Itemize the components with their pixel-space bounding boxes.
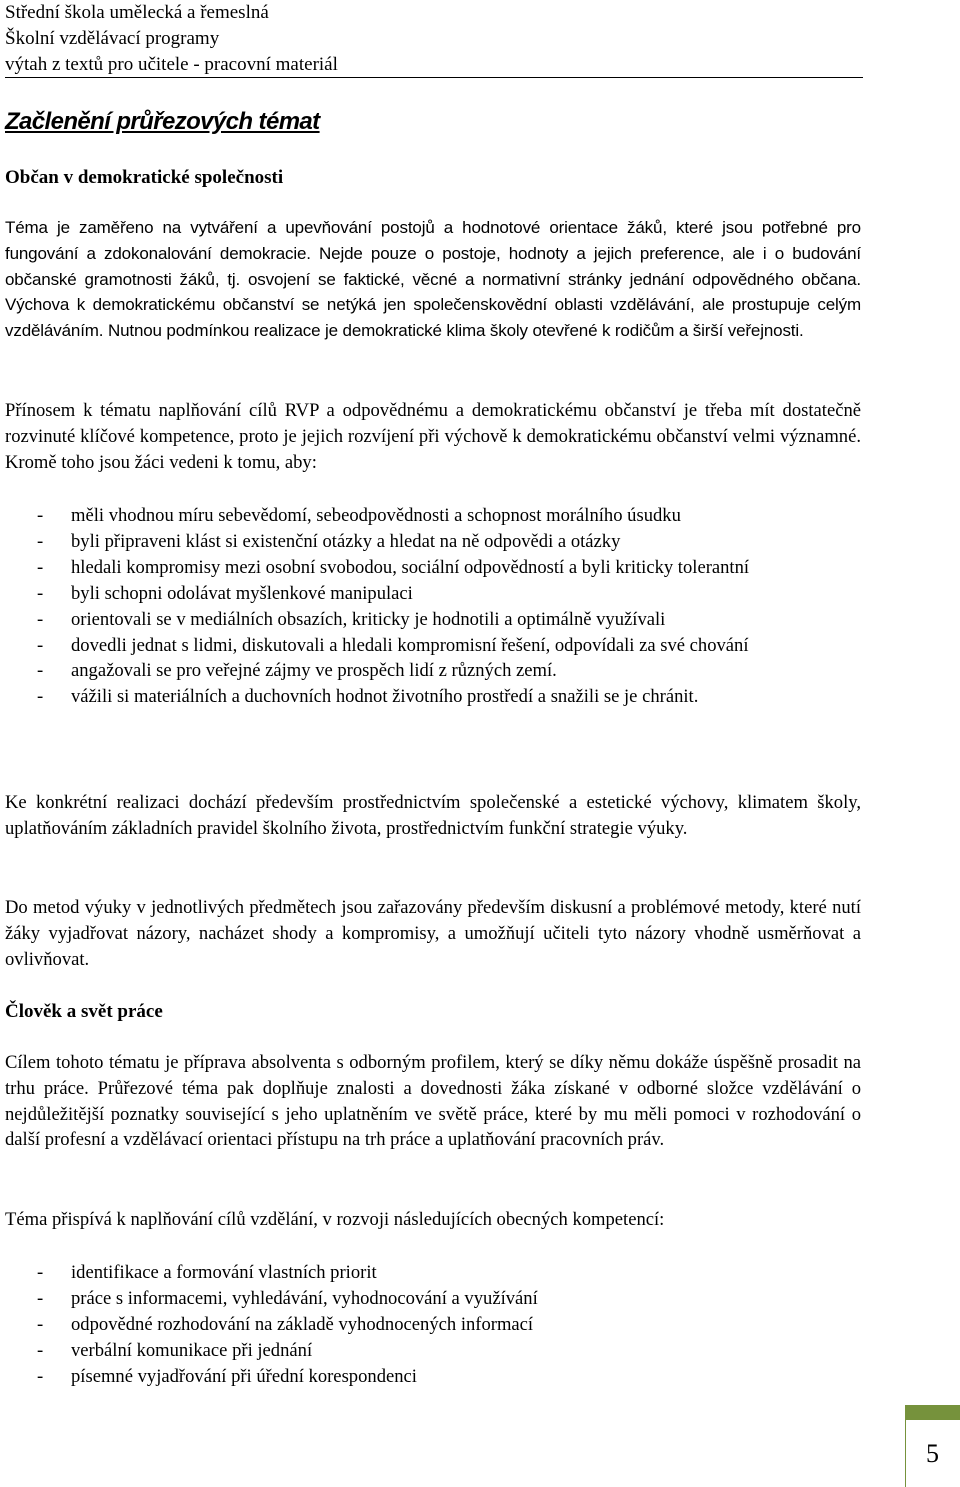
bullet-dash: - xyxy=(37,608,44,630)
list-item: - verbální komunikace při jednání xyxy=(5,1338,861,1364)
header-school-name: Střední škola umělecká a řemeslná xyxy=(5,2,269,23)
bullet-dash: - xyxy=(37,505,44,526)
bullet-dash: - xyxy=(37,1262,44,1283)
paragraph-citizen-realization: Ke konkrétní realizaci dochází především prostřednictvím společenské a estetické výchovy, klimatem školy, uplatňováním základních pravidel školního života, prostřednictvím funkční strategie výuky. xyxy=(5,792,861,839)
citizen-goals-list xyxy=(5,503,861,710)
bullet-dash: - xyxy=(37,530,44,552)
list-item: - byli připraveni klást si existenční otázky a hledat na ně odpovědi a otázky xyxy=(5,529,861,555)
list-item: - vážili si materiálních a duchovních hodnot životního prostředí a snažili se je chránit. xyxy=(5,684,861,710)
list-item: - identifikace a formování vlastních priorit xyxy=(5,1260,861,1286)
bullet-dash: - xyxy=(37,1313,44,1335)
paragraph-work-competences: Téma přispívá k naplňování cílů vzdělání, v rozvoji následujících obecných kompetencí: xyxy=(5,1209,665,1230)
header-subtitle: výtah z textů pro učitele - pracovní materiál xyxy=(5,54,338,75)
paragraph-work-goal: Cílem tohoto tématu je příprava absolventa s odborným profilem, který se díky němu dokáže úspěšně prosadit na trhu práce. Průřezové téma pak doplňuje znalosti a dovednosti žáka získané v odborné složce vzdělávání o nejdůležitější poznatky související s jeho uplatněním ve světě práce, které by mu měli pomoci v rozhodování o další profesní a vzdělávací orientaci přístupu na trh práce a uplatňování pracovních práv. xyxy=(5,1052,861,1151)
list-item: - angažovali se pro veřejné zájmy ve prospěch lidí z různých zemí. xyxy=(5,658,861,684)
paragraph-citizen-intro-a: Téma je zaměřeno na vytváření a upevňování postojů a hodnotové orientace žáků, které jsou potřebné pro fungování a zdokonalování demokracie. Nejde pouze o postoje, hodnoty a jejich preference, ale i o budování občanské gramotnosti žáků, tj. osvojení se faktické, věcné a normativní stránky jednání odpovědného občana. xyxy=(5,218,861,289)
list-item: - orientovali se v mediálních obsazích, kriticky je hodnotili a optimálně využívali xyxy=(5,607,861,633)
bullet-dash: - xyxy=(37,660,44,682)
footer-accent-bar xyxy=(905,1405,960,1420)
list-item: - písemné vyjadřování při úřední korespondenci xyxy=(5,1364,861,1390)
bullet-dash: - xyxy=(37,686,44,708)
paragraph-citizen-benefit: Přínosem k tématu naplňování cílů RVP a odpovědnému a demokratickému občanství je třeba mít dostatečně rozvinuté klíčové kompetence, proto je jejich rozvíjení při výchově k demokratickému občanství velmi významné. Kromě toho jsou žáci vedeni k tomu, aby: xyxy=(5,400,861,473)
bullet-dash: - xyxy=(37,1365,44,1387)
bullet-dash: - xyxy=(37,1339,44,1361)
work-competences-list xyxy=(5,1260,861,1390)
paragraph-citizen-intro xyxy=(5,215,861,344)
list-item: - hledali kompromisy mezi osobní svobodou, sociální odpovědností a byli kriticky tolerantní xyxy=(5,555,861,581)
page-title: Začlenění průřezových témat xyxy=(5,108,320,135)
paragraph-citizen-intro-b: Výchova k demokratickému občanství se netýká jen společenskovědní oblasti vzdělávání, ale prostupuje celým vzděláváním. xyxy=(5,295,861,341)
page-header xyxy=(5,0,863,78)
list-item: - odpovědné rozhodování na základě vyhodnocených informací xyxy=(5,1312,861,1338)
paragraph-citizen-intro-c: Nutnou podmínkou realizace je demokratické klima školy otevřené k rodičům a širší veřejnosti. xyxy=(107,321,804,341)
list-item: - byli schopni odolávat myšlenkové manipulaci xyxy=(5,581,861,607)
section-heading-work: Člověk a svět práce xyxy=(5,1001,163,1022)
bullet-dash: - xyxy=(37,556,44,578)
list-item: - dovedli jednat s lidmi, diskutovali a hledali kompromisní řešení, odpovídali za své chování xyxy=(5,633,861,659)
section-heading-citizen: Občan v demokratické společnosti xyxy=(5,167,284,188)
header-program-name: Školní vzdělávací programy xyxy=(5,28,220,49)
bullet-dash: - xyxy=(37,582,44,604)
bullet-dash: - xyxy=(37,1287,44,1309)
list-item: - měli vhodnou míru sebevědomí, sebeodpovědnosti a schopnost morálního úsudku xyxy=(5,503,861,529)
bullet-dash: - xyxy=(37,634,44,656)
header-divider xyxy=(5,77,863,78)
page-number: 5 xyxy=(926,1439,939,1468)
paragraph-citizen-methods: Do metod výuky v jednotlivých předmětech jsou zařazovány především diskusní a problémové metody, které nutí žáky vyjadřovat názory, nacházet shody a kompromisy, a umožňují učiteli tyto názory vhodně usměrňovat a ovlivňovat. xyxy=(5,897,861,970)
list-item: - práce s informacemi, vyhledávání, vyhodnocování a využívání xyxy=(5,1286,861,1312)
